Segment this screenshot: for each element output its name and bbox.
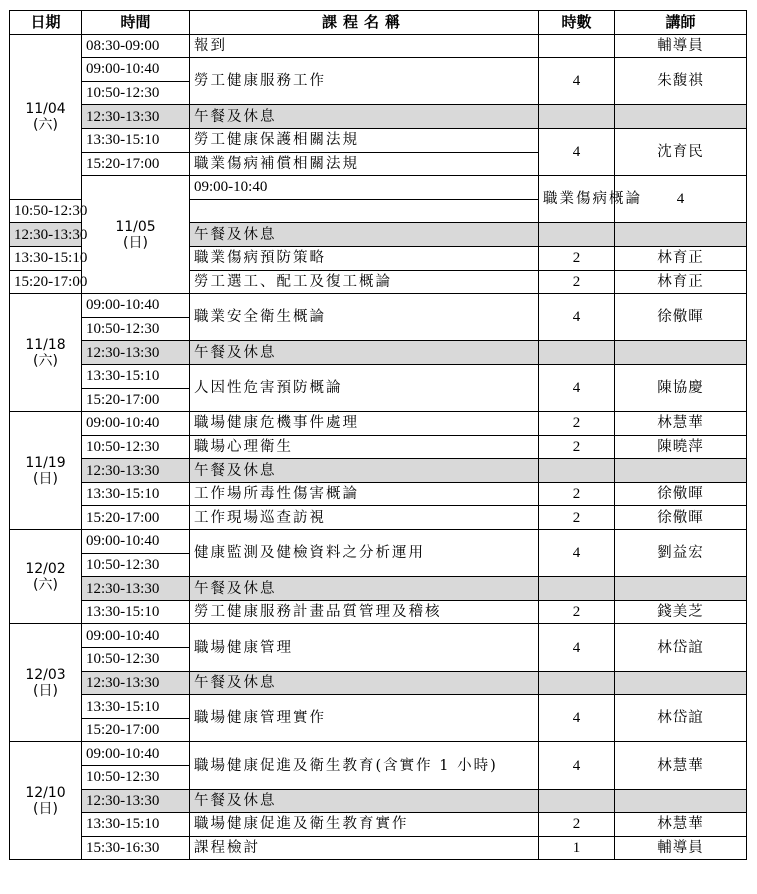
lunch-row <box>10 105 747 129</box>
lunch-label: 午餐及休息 <box>190 577 539 601</box>
hours-cell: 2 <box>539 506 615 530</box>
teacher-cell: 徐儆暉 <box>615 506 747 530</box>
hours-cell: 4 <box>539 58 615 105</box>
time-cell: 09:00-10:40 <box>82 530 190 554</box>
course-cell: 工作現場巡查訪視 <box>190 506 539 530</box>
time-cell: 12:30-13:30 <box>82 105 190 129</box>
weekday-text: (日) <box>33 470 58 487</box>
hours-cell <box>539 34 615 58</box>
hours-cell: 2 <box>539 482 615 506</box>
time-cell: 12:30-13:30 <box>82 577 190 601</box>
lunch-label: 午餐及休息 <box>190 105 539 129</box>
time-cell: 09:00-10:40 <box>82 58 190 82</box>
lunch-label: 午餐及休息 <box>190 341 539 365</box>
time-cell: 12:30-13:30 <box>82 789 190 813</box>
teacher-cell: 陳曉萍 <box>615 435 747 459</box>
time-cell: 12:30-13:30 <box>82 671 190 695</box>
weekday-text: (六) <box>33 352 58 369</box>
hours-cell: 1 <box>539 836 615 860</box>
time-cell: 15:20-17:00 <box>82 152 190 176</box>
weekday-text: (日) <box>33 682 58 699</box>
teacher-cell: 林慧華 <box>615 412 747 436</box>
date-text: 11/18 <box>25 336 66 353</box>
lunch-row <box>10 577 747 601</box>
table-row <box>10 176 747 200</box>
time-cell: 10:50-12:30 <box>82 766 190 790</box>
table-row <box>10 412 747 436</box>
time-cell: 15:20-17:00 <box>82 388 190 412</box>
header-time: 時間 <box>82 11 190 35</box>
course-cell: 勞工健康服務計畫品質管理及稽核 <box>190 600 539 624</box>
teacher-cell: 林岱誼 <box>615 624 747 671</box>
course-cell: 職場健康管理實作 <box>190 695 539 742</box>
course-cell: 工作場所毒性傷害概論 <box>190 482 539 506</box>
time-cell: 10:50-12:30 <box>10 199 82 223</box>
teacher-cell: 陳協慶 <box>615 364 747 411</box>
header-course: 課程名稱 <box>190 11 539 35</box>
table-row <box>10 836 747 860</box>
lunch-label: 午餐及休息 <box>190 789 539 813</box>
header-date: 日期 <box>10 11 82 35</box>
time-cell: 13:30-15:10 <box>82 364 190 388</box>
date-text: 12/10 <box>25 784 66 801</box>
table-row <box>10 128 747 152</box>
date-cell <box>10 412 82 530</box>
date-text: 11/19 <box>25 454 66 471</box>
hours-cell: 2 <box>539 246 615 270</box>
weekday-text: (日) <box>33 800 58 817</box>
date-cell <box>10 294 82 412</box>
course-schedule-table <box>9 10 747 860</box>
hours-cell: 4 <box>539 294 615 341</box>
table-row <box>10 364 747 388</box>
time-cell: 13:30-15:10 <box>82 482 190 506</box>
weekday-text: (六) <box>33 576 58 593</box>
teacher-cell: 輔導員 <box>615 34 747 58</box>
date-text: 12/02 <box>25 560 66 577</box>
lunch-row <box>10 459 747 483</box>
time-cell: 13:30-15:10 <box>82 600 190 624</box>
table-row <box>10 482 747 506</box>
teacher-cell: 輔導員 <box>615 836 747 860</box>
table-row <box>10 742 747 766</box>
teacher-cell: 徐儆暉 <box>615 294 747 341</box>
table-row <box>10 506 747 530</box>
header-hours: 時數 <box>539 11 615 35</box>
date-cell <box>10 530 82 624</box>
teacher-cell: 沈育民 <box>615 128 747 175</box>
date-text: 11/04 <box>25 100 66 117</box>
time-cell: 15:20-17:00 <box>10 270 82 294</box>
lunch-blank <box>615 671 747 695</box>
lunch-row <box>10 671 747 695</box>
lunch-blank <box>615 459 747 483</box>
lunch-row <box>10 789 747 813</box>
course-cell: 職業安全衛生概論 <box>190 294 539 341</box>
lunch-blank <box>615 577 747 601</box>
course-cell: 職業傷病概論 <box>539 176 615 223</box>
teacher-cell: 朱馥祺 <box>615 58 747 105</box>
table-row <box>10 813 747 837</box>
time-cell: 09:00-10:40 <box>82 294 190 318</box>
lunch-blank <box>539 671 615 695</box>
lunch-blank <box>615 789 747 813</box>
time-cell: 13:30-15:10 <box>82 695 190 719</box>
table-row <box>10 530 747 554</box>
teacher-cell: 林岱誼 <box>615 695 747 742</box>
course-cell: 課程檢討 <box>190 836 539 860</box>
time-cell: 12:30-13:30 <box>82 341 190 365</box>
time-cell: 15:20-17:00 <box>82 506 190 530</box>
course-cell: 健康監測及健檢資料之分析運用 <box>190 530 539 577</box>
hours-cell: 4 <box>539 128 615 175</box>
teacher-cell: 林育正 <box>615 246 747 270</box>
hours-cell: 4 <box>539 695 615 742</box>
course-cell: 職業傷病補償相關法規 <box>190 152 539 176</box>
time-cell: 10:50-12:30 <box>82 435 190 459</box>
hours-cell: 2 <box>539 270 615 294</box>
teacher-cell: 劉益宏 <box>615 530 747 577</box>
course-cell: 職場健康促進及衛生教育實作 <box>190 813 539 837</box>
course-cell: 報到 <box>190 34 539 58</box>
course-cell: 人因性危害預防概論 <box>190 364 539 411</box>
hours-cell: 2 <box>539 412 615 436</box>
lunch-blank <box>539 577 615 601</box>
hours-cell: 2 <box>539 813 615 837</box>
table-row <box>10 695 747 719</box>
course-cell: 職場健康促進及衛生教育(含實作 1 小時) <box>190 742 539 789</box>
course-cell: 勞工健康服務工作 <box>190 58 539 105</box>
course-cell: 職場健康管理 <box>190 624 539 671</box>
time-cell: 12:30-13:30 <box>10 223 82 247</box>
time-cell: 10:50-12:30 <box>82 553 190 577</box>
time-cell: 15:30-16:30 <box>82 836 190 860</box>
table-row <box>10 435 747 459</box>
lunch-row <box>10 341 747 365</box>
course-cell: 職場心理衛生 <box>190 435 539 459</box>
teacher-cell: 林育正 <box>615 270 747 294</box>
time-cell: 13:30-15:10 <box>82 813 190 837</box>
course-cell: 勞工健康保護相關法規 <box>190 128 539 152</box>
hours-cell: 4 <box>615 176 747 223</box>
time-cell: 13:30-15:10 <box>10 246 82 270</box>
date-cell <box>10 742 82 860</box>
lunch-blank <box>539 789 615 813</box>
table-row <box>10 58 747 82</box>
table-row <box>10 34 747 58</box>
course-cell: 勞工選工、配工及復工概論 <box>190 270 539 294</box>
date-text: 11/05 <box>115 218 156 235</box>
lunch-blank <box>539 341 615 365</box>
teacher-cell: 林慧華 <box>615 813 747 837</box>
lunch-label: 午餐及休息 <box>190 671 539 695</box>
teacher-cell: 林慧華 <box>615 742 747 789</box>
lunch-label: 午餐及休息 <box>190 459 539 483</box>
lunch-blank <box>615 341 747 365</box>
lunch-blank <box>539 105 615 129</box>
header-row <box>10 11 747 35</box>
table-row <box>10 624 747 648</box>
time-cell: 09:00-10:40 <box>82 412 190 436</box>
time-cell: 09:00-10:40 <box>82 624 190 648</box>
weekday-text: (六) <box>33 116 58 133</box>
teacher-cell: 徐儆暉 <box>615 482 747 506</box>
lunch-blank <box>615 105 747 129</box>
time-cell: 09:00-10:40 <box>190 176 539 200</box>
lunch-blank <box>539 459 615 483</box>
weekday-text: (日) <box>123 234 148 251</box>
hours-cell: 2 <box>539 600 615 624</box>
hours-cell: 4 <box>539 624 615 671</box>
date-text: 12/03 <box>25 666 66 683</box>
time-cell: 10:50-12:30 <box>82 648 190 672</box>
lunch-label: 午餐及休息 <box>190 223 539 247</box>
date-cell <box>82 176 190 294</box>
hours-cell: 2 <box>539 435 615 459</box>
header-teacher: 講師 <box>615 11 747 35</box>
date-cell <box>10 34 82 199</box>
time-cell: 10:50-12:30 <box>82 81 190 105</box>
time-cell: 13:30-15:10 <box>82 128 190 152</box>
course-cell: 職場健康危機事件處理 <box>190 412 539 436</box>
hours-cell: 4 <box>539 364 615 411</box>
date-cell <box>10 624 82 742</box>
table-row <box>10 600 747 624</box>
time-cell: 10:50-12:30 <box>82 317 190 341</box>
lunch-blank <box>539 223 615 247</box>
table-row <box>10 294 747 318</box>
hours-cell: 4 <box>539 530 615 577</box>
teacher-cell: 錢美芝 <box>615 600 747 624</box>
time-cell: 12:30-13:30 <box>82 459 190 483</box>
time-cell: 08:30-09:00 <box>82 34 190 58</box>
hours-cell: 4 <box>539 742 615 789</box>
time-cell: 15:20-17:00 <box>82 718 190 742</box>
lunch-blank <box>615 223 747 247</box>
time-cell: 09:00-10:40 <box>82 742 190 766</box>
course-cell: 職業傷病預防策略 <box>190 246 539 270</box>
